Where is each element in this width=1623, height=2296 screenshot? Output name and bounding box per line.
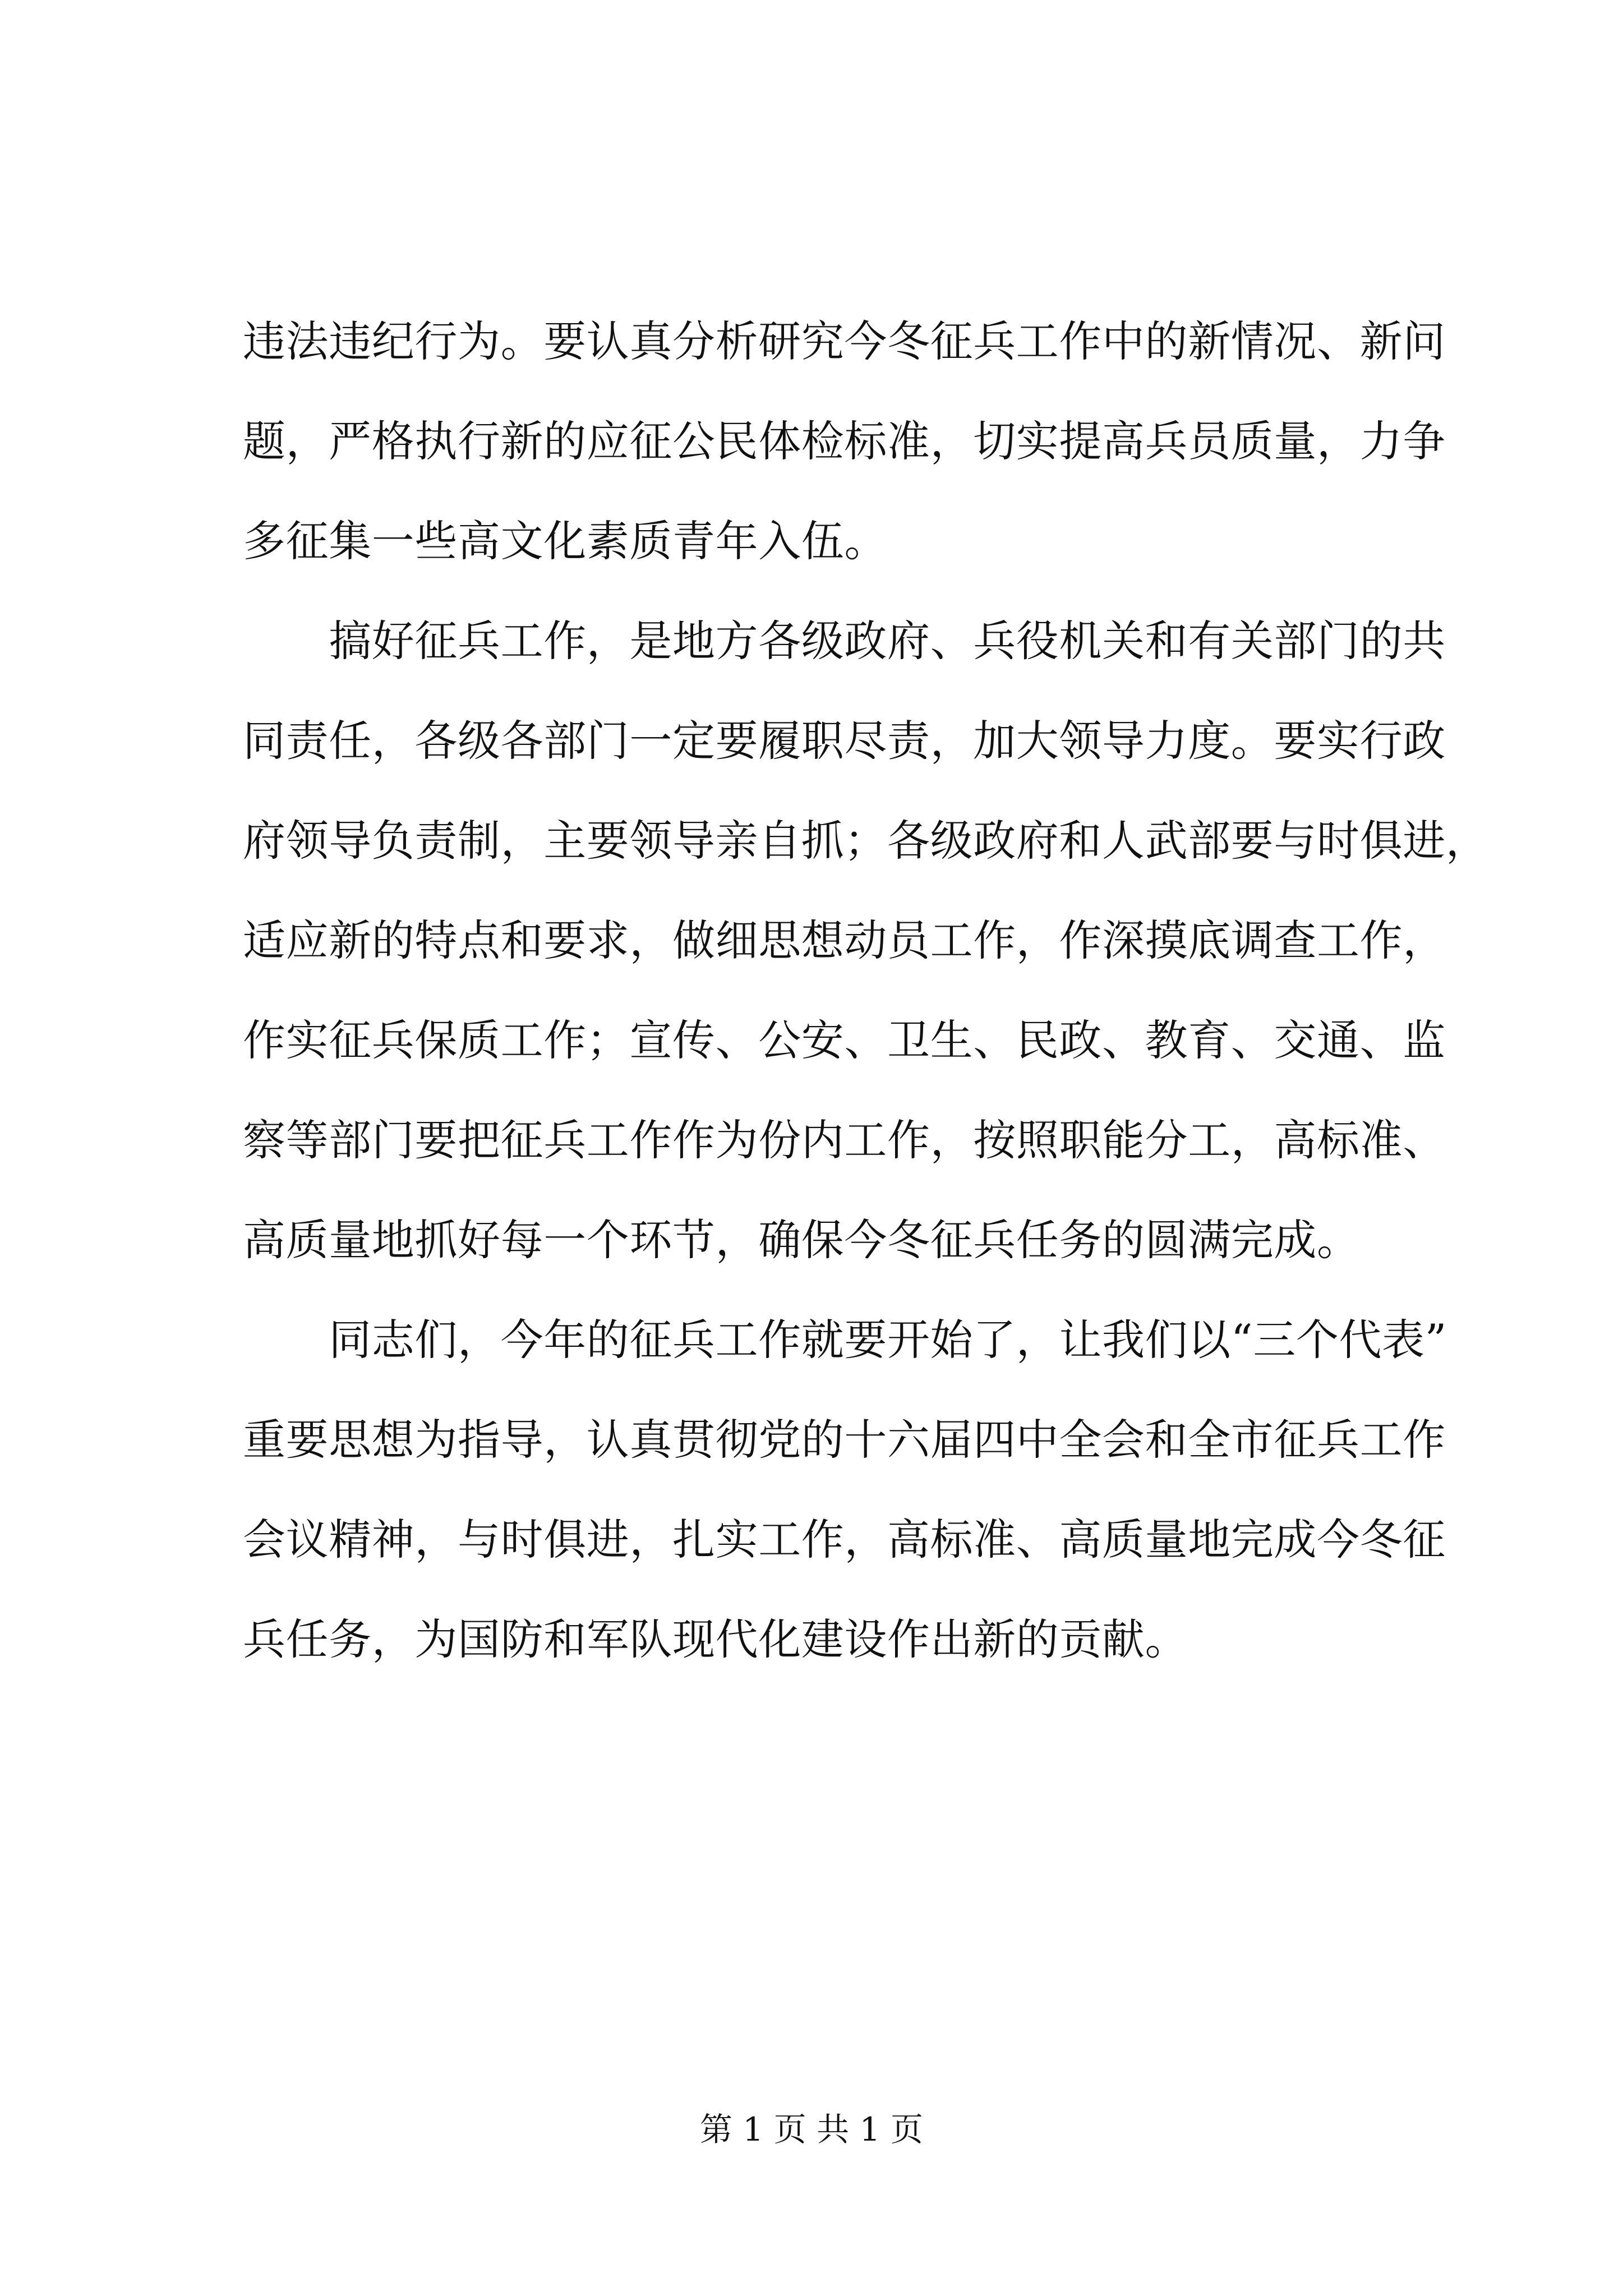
text-line: 兵任务，为国防和军队现代化建设作出新的贡献。 [243, 1614, 1188, 1664]
text-line: 会议精神，与时俱进，扎实工作，高标准、高质量地完成今冬征 [243, 1515, 1446, 1565]
page-number-footer: 第 1 页 共 1 页 [700, 2110, 923, 2148]
text-line: 适应新的特点和要求，做细思想动员工作，作深摸底调查工作， [243, 915, 1446, 965]
text-line: 察等部门要把征兵工作作为份内工作，按照职能分工，高标准、 [243, 1115, 1446, 1165]
text-line: 作实征兵保质工作；宣传、公安、卫生、民政、教育、交通、监 [243, 1015, 1446, 1065]
text-line: 重要思想为指导，认真贯彻党的十六届四中全会和全市征兵工作 [243, 1415, 1446, 1465]
text-line: 高质量地抓好每一个环节，确保今冬征兵任务的圆满完成。 [243, 1215, 1360, 1265]
text-line: 多征集一些高文化素质青年入伍。 [243, 516, 887, 566]
paragraph [243, 1290, 1447, 1690]
text-line: 府领导负责制，主要领导亲自抓；各级政府和人武部要与时俱进， [243, 816, 1489, 866]
text-line: 同责任，各级各部门一定要履职尽责，加大领导力度。要实行政 [243, 716, 1446, 766]
text-line: 题，严格执行新的应征公民体检标准，切实提高兵员质量，力争 [243, 416, 1446, 466]
document-body [243, 292, 1489, 1690]
text-line: 违法违纪行为。要认真分析研究今冬征兵工作中的新情况、新问 [243, 316, 1446, 366]
paragraph [243, 292, 1446, 591]
paragraph [243, 591, 1489, 1290]
text-line: 搞好征兵工作，是地方各级政府、兵役机关和有关部门的共 [243, 616, 1446, 666]
text-line: 同志们，今年的征兵工作就要开始了，让我们以“三个代表” [243, 1315, 1447, 1365]
